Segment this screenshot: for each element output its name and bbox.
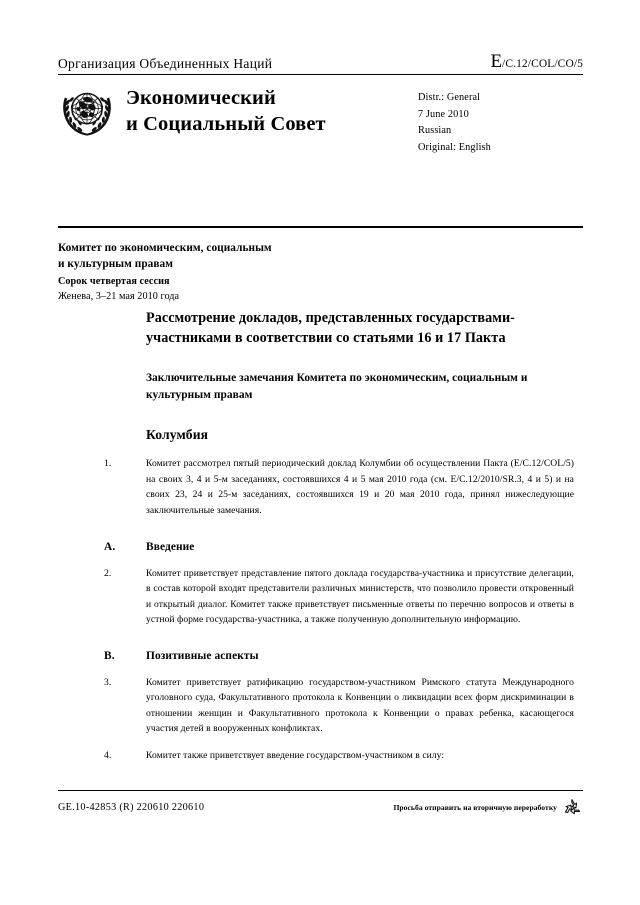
document-symbol-prefix: E [490, 51, 503, 72]
document-body [104, 308, 574, 763]
paragraph-4-text: Комитет также приветствует введение государством-участником в силу: [146, 749, 445, 761]
recycle-icon [561, 797, 583, 818]
committee-block [58, 240, 488, 304]
organ-title [120, 84, 418, 137]
section-a-heading [104, 540, 574, 553]
organization-name: Организация Объединенных Наций [58, 56, 273, 72]
paragraph-3-number: 3. [104, 676, 112, 688]
distribution-line: Distr.: General [418, 92, 481, 103]
country-heading: Колумбия [146, 427, 209, 443]
distribution-date: 7 June 2010 [418, 108, 469, 120]
recycle-notice-text: Просьба отправить на вторичную переработку [393, 803, 557, 812]
paragraph-2-number: 2. [104, 567, 112, 579]
page-subtitle: Заключительные замечания Комитета по экономическим, социальным и культурным правам [146, 372, 528, 401]
section-a-title: Введение [146, 540, 195, 553]
committee-name-line2: и культурным правам [58, 258, 173, 271]
section-b-letter: B. [104, 649, 115, 662]
paragraph-2 [104, 566, 574, 628]
masthead-body [58, 75, 583, 157]
section-b-title: Позитивные аспекты [146, 649, 259, 662]
paragraph-1-text: Комитет рассмотрел пятый периодический доклад Колумбии об осуществлении Пакта (E/C.12/COL/5) на своих 3, 4 и 5-м заседаниях, состоявшихся 4 и 5 мая 2010 года (см. E/C.12/2010/SR.3, 4 и 5) и на своих 23, 24 и 25-м заседаниях, состоявшихся 19 и 20 мая 2010 года, принял нижеследующие заключительные замечания. [146, 458, 574, 516]
header-section-rule [58, 226, 583, 228]
distribution-block [418, 84, 583, 157]
distribution-language: Russian [418, 125, 452, 137]
organ-title-line1: Экономический [126, 87, 276, 109]
paragraph-4 [104, 748, 574, 764]
organ-title-line2: и Социальный Совет [126, 113, 326, 136]
document-job-number: GE.10-42853 (R) 220610 220610 [58, 802, 205, 813]
committee-name [58, 240, 488, 273]
page-footer [58, 797, 583, 818]
paragraph-1 [104, 456, 574, 518]
recycle-notice [393, 797, 583, 818]
emblem-container [58, 84, 120, 138]
paragraph-1-number: 1. [104, 458, 112, 470]
masthead-top-row [58, 52, 583, 74]
document-symbol-rest: /C.12/COL/CO/5 [502, 58, 583, 70]
distribution-original: Original: English [418, 142, 491, 154]
masthead [58, 52, 583, 157]
paragraph-3 [104, 675, 574, 737]
paragraph-2-text: Комитет приветствует представление пятого доклада государства-участника и присутствие делегации, в состав которой входят представители различных министерств, что позволило провести откровенный и открытый диалог. Комитет также приветствует письменные ответы по перечню вопросов и ответы в устной форме государства-участника, а также полученную дополнительную информацию. [146, 567, 574, 626]
section-b-heading [104, 649, 574, 662]
committee-place-date: Женева, 3–21 мая 2010 года [58, 291, 180, 303]
page-title: Рассмотрение докладов, представленных государствами-участниками в соответствии со статьями 16 и 17 Пакта [146, 310, 515, 347]
un-emblem-icon [58, 86, 116, 138]
document-symbol [490, 52, 583, 72]
paragraph-3-text: Комитет приветствует ратификацию государством-участником Римского статута Международного уголовного суда, Факультативного протокола к Конвенции о ликвидации всех форм дискриминации в отношении женщин и Факультативного протокола к Конвенции о правах ребенка, касающегося участия детей в вооруженных конфликтах. [146, 676, 574, 735]
section-a-letter: A. [104, 540, 116, 553]
committee-name-line1: Комитет по экономическим, социальным [58, 242, 272, 254]
footer-divider-rule [58, 790, 583, 791]
paragraph-4-number: 4. [104, 749, 112, 761]
committee-session: Сорок четвертая сессия [58, 275, 170, 287]
